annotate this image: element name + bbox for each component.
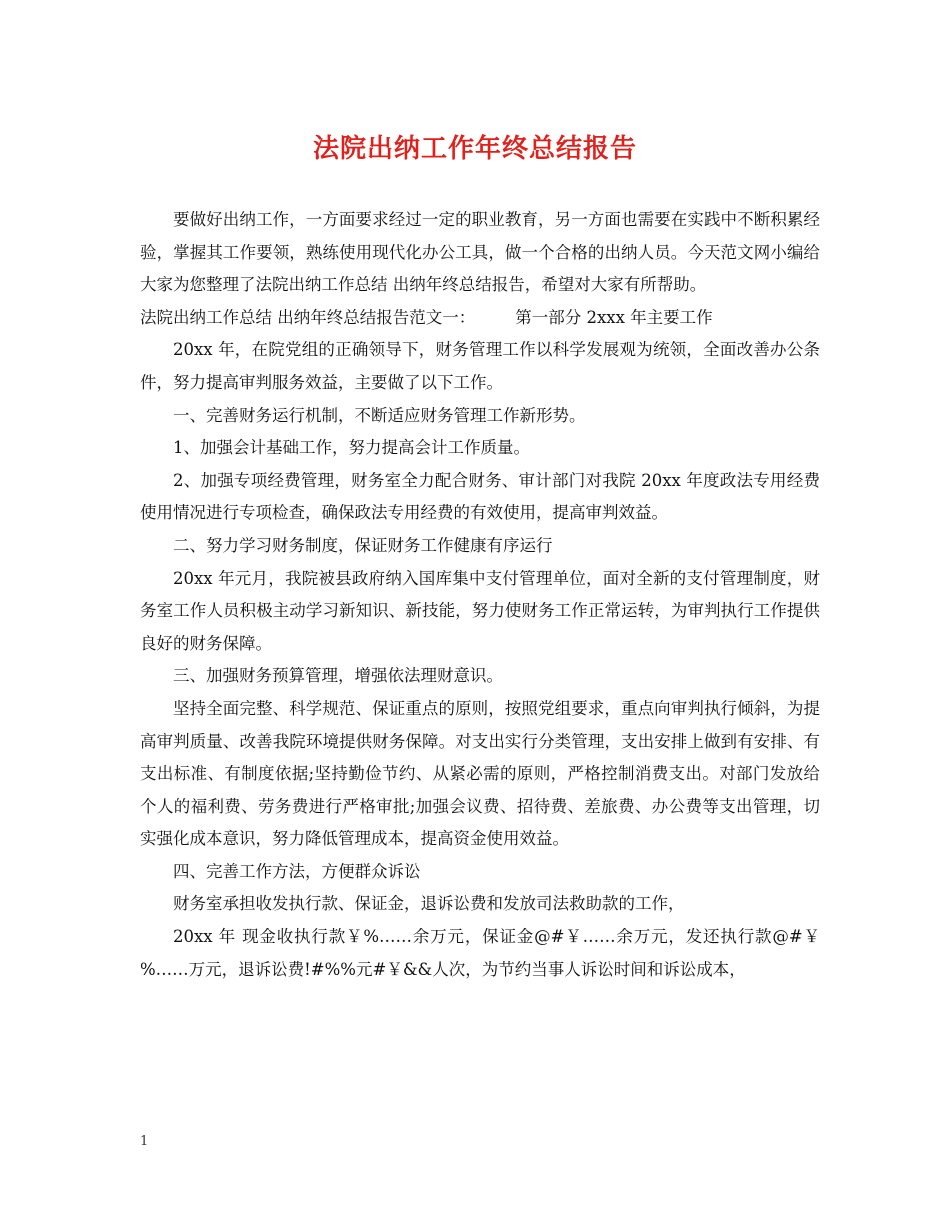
body-paragraph: 20xx 年元月，我院被县政府纳入国库集中支付管理单位，面对全新的支付管理制度，财务室工作人员积极主动学习新知识、新技能，努力使财务工作正常运转，为审判执行工作提供良好的财务保障。	[140, 568, 820, 653]
body-paragraph: 20xx 年 现金收执行款￥%……余万元，保证金@#￥……余万元，发还执行款@#￥%……万元，退诉讼费!#%%元#￥&&人次，为节约当事人诉讼时间和诉讼成本，	[140, 927, 820, 979]
body-paragraph: 1、加强会计基础工作，努力提高会计工作质量。	[173, 438, 530, 458]
document-title: 法院出纳工作年终总结报告	[312, 134, 637, 164]
document-body	[140, 204, 820, 986]
section-heading-4: 四、完善工作方法，方便群众诉讼	[173, 861, 421, 881]
body-paragraph: 2、加强专项经费管理，财务室全力配合财务、审计部门对我院 20xx 年度政法专用经费使用情况进行专项检查，确保政法专用经费的有效使用，提高审判效益。	[140, 470, 820, 523]
section-heading-3: 三、加强财务预算管理，增强依法理财意识。	[173, 666, 503, 686]
body-paragraph: 坚持全面完整、科学规范、保证重点的原则，按照党组要求，重点向审判执行倾斜，为提高审判质量、改善我院环境提供财务保障。对支出实行分类管理，支出安排上做到有安排、有支出标准、有制度依据;坚持勤俭节约、从紧必需的原则，严格控制消费支出。对部门发放给个人的福利费、劳务费进行严格审批;加强会议费、招待费、差旅费、办公费等支出管理，切实强化成本意识，努力降低管理成本，提高资金使用效益。	[140, 698, 820, 849]
section-heading-2: 二、努力学习财务制度，保证财务工作健康有序运行	[173, 535, 553, 555]
section-line	[140, 302, 820, 335]
section-line-right: 第一部分 2xxx 年主要工作	[515, 307, 713, 327]
section-line-left: 法院出纳工作总结 出纳年终总结报告范文一：	[140, 307, 476, 327]
body-paragraph: 20xx 年，在院党组的正确领导下，财务管理工作以科学发展观为统领，全面改善办公条件，努力提高审判服务效益，主要做了以下工作。	[140, 340, 820, 392]
section-heading-1: 一、完善财务运行机制，不断适应财务管理工作新形势。	[173, 405, 586, 425]
intro-paragraph: 要做好出纳工作，一方面要求经过一定的职业教育，另一方面也需要在实践中不断积累经验，掌握其工作要领，熟练使用现代化办公工具，做一个合格的出纳人员。今天范文网小编给大家为您整理了法院出纳工作总结 出纳年终总结报告，希望对大家有所帮助。	[140, 210, 820, 295]
page-number: 1	[140, 1134, 149, 1149]
body-paragraph: 财务室承担收发执行款、保证金，退诉讼费和发放司法救助款的工作，	[173, 894, 685, 914]
